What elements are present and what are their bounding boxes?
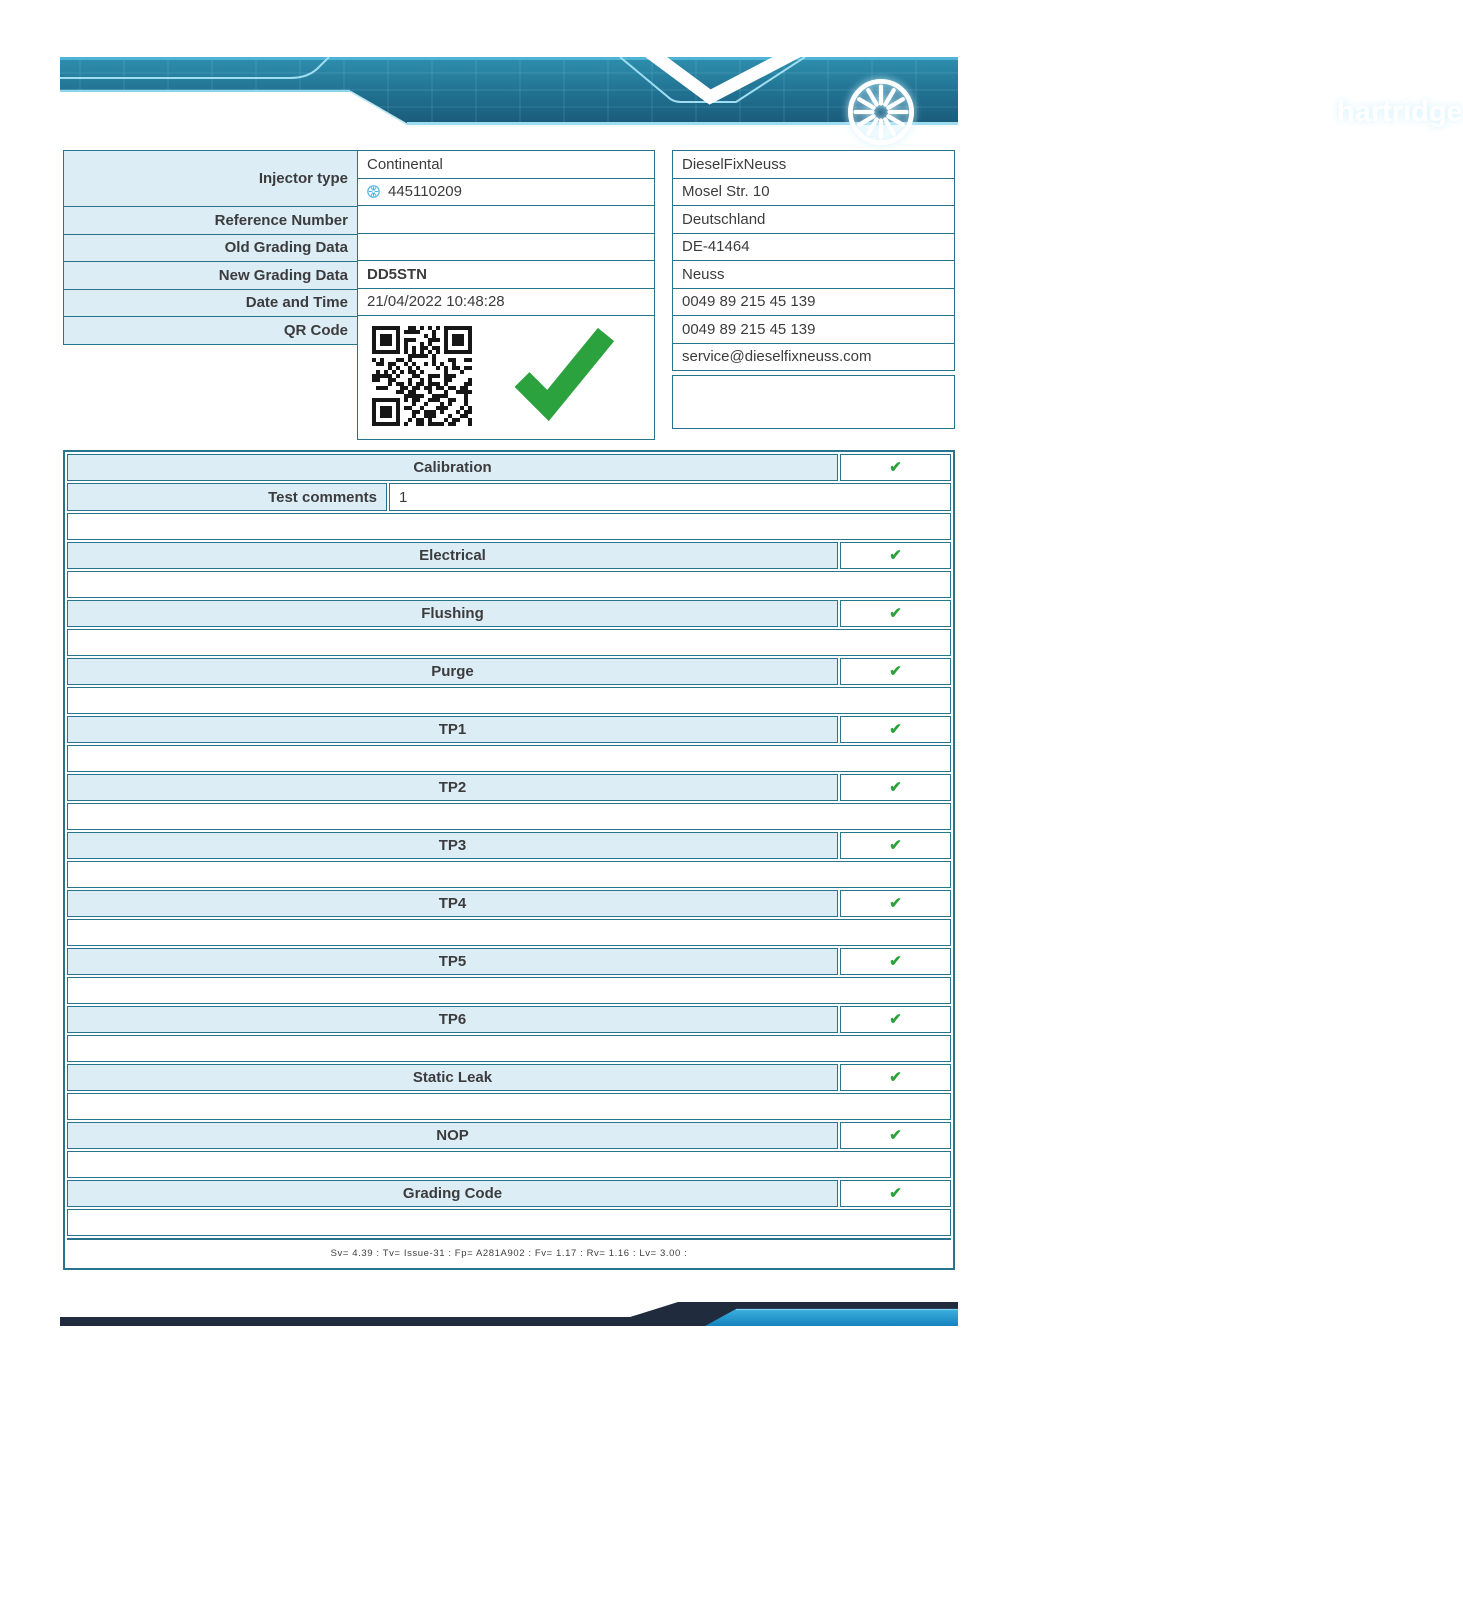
customer-postcode: DE-41464 (672, 233, 955, 262)
spacer-row (67, 1035, 951, 1062)
version-info-line: Sv= 4.39 : Tv= Issue-31 : Fp= A281A902 : Fv= 1.17 : Rv= 1.16 : Lv= 3.00 : (67, 1238, 951, 1266)
customer-phone-1: 0049 89 215 45 139 (672, 288, 955, 317)
wheel-logo-icon (432, 78, 1330, 146)
section-title: TP2 (67, 774, 838, 801)
test-comments-row (67, 483, 951, 511)
result-row-calibration (67, 454, 951, 481)
section-title: Grading Code (67, 1180, 838, 1207)
value-injector-make: Continental (357, 150, 655, 179)
customer-empty-box (672, 375, 955, 429)
pass-check-cell (840, 1064, 951, 1091)
spacer-row (67, 1093, 951, 1120)
pass-check-cell (840, 716, 951, 743)
result-row-tp3 (67, 832, 951, 859)
result-row-flushing (67, 600, 951, 627)
result-row-grading-code (67, 1180, 951, 1207)
footer-banner-graphic (60, 1300, 958, 1326)
result-row-tp2 (67, 774, 951, 801)
customer-phone-2: 0049 89 215 45 139 (672, 315, 955, 344)
check-icon: ✔ (889, 663, 902, 680)
test-comments-value: 1 (389, 483, 951, 511)
pass-check-cell (840, 774, 951, 801)
section-title: TP4 (67, 890, 838, 917)
check-icon: ✔ (889, 895, 902, 912)
pass-check-cell (840, 890, 951, 917)
spacer-row (67, 687, 951, 714)
spacer-row (67, 919, 951, 946)
customer-street: Mosel Str. 10 (672, 178, 955, 207)
spacer-row (67, 1209, 951, 1236)
customer-column (672, 150, 955, 429)
result-row-static-leak (67, 1064, 951, 1091)
spacer-row (67, 861, 951, 888)
pass-check-cell (840, 542, 951, 569)
info-label-column (63, 150, 358, 345)
section-title: Electrical (67, 542, 838, 569)
injector-info-section (63, 150, 955, 450)
result-row-purge (67, 658, 951, 685)
value-reference-number (357, 205, 655, 234)
result-row-tp6 (67, 1006, 951, 1033)
check-icon: ✔ (889, 721, 902, 738)
test-results-section (63, 450, 955, 1270)
section-title: TP3 (67, 832, 838, 859)
pass-check-cell (840, 658, 951, 685)
check-icon: ✔ (889, 779, 902, 796)
pass-check-large-icon (510, 324, 615, 419)
pass-check-cell (840, 600, 951, 627)
section-title: Static Leak (67, 1064, 838, 1091)
footer-banner (60, 1300, 958, 1326)
customer-country: Deutschland (672, 205, 955, 234)
check-icon: ✔ (889, 547, 902, 564)
customer-email: service@dieselfixneuss.com (672, 343, 955, 372)
section-title: Calibration (67, 454, 838, 481)
pass-check-cell (840, 1180, 951, 1207)
value-new-grading-data: DD5STN (357, 260, 655, 289)
customer-name: DieselFixNeuss (672, 150, 955, 179)
check-icon: ✔ (889, 837, 902, 854)
check-icon: ✔ (889, 605, 902, 622)
label-reference-number: Reference Number (63, 206, 358, 235)
label-old-grading-data: Old Grading Data (63, 234, 358, 263)
label-injector-type: Injector type (63, 150, 358, 207)
check-icon: ✔ (889, 459, 902, 476)
check-icon: ✔ (889, 953, 902, 970)
pass-check-cell (840, 454, 951, 481)
result-row-tp1 (67, 716, 951, 743)
result-row-electrical (67, 542, 951, 569)
info-value-column (357, 150, 655, 440)
pass-check-cell (840, 1006, 951, 1033)
section-title: Flushing (67, 600, 838, 627)
spacer-row (67, 1151, 951, 1178)
spacer-row (67, 571, 951, 598)
spacer-row (67, 977, 951, 1004)
result-row-nop (67, 1122, 951, 1149)
injector-number-text: 445110209 (388, 183, 462, 201)
pass-check-cell (840, 1122, 951, 1149)
brand-name: hartridge (1337, 95, 1463, 128)
value-injector-number (357, 178, 655, 207)
pass-check-cell (840, 832, 951, 859)
wheel-bullet-icon (367, 185, 380, 198)
check-icon: ✔ (889, 1127, 902, 1144)
check-icon: ✔ (889, 1011, 902, 1028)
section-title: Purge (67, 658, 838, 685)
label-qr-code: QR Code (63, 316, 358, 345)
customer-city: Neuss (672, 260, 955, 289)
label-new-grading-data: New Grading Data (63, 261, 358, 290)
section-title: NOP (67, 1122, 838, 1149)
test-comments-label: Test comments (67, 483, 387, 511)
result-row-tp4 (67, 890, 951, 917)
spacer-row (67, 803, 951, 830)
result-row-tp5 (67, 948, 951, 975)
spacer-row (67, 745, 951, 772)
value-old-grading-data (357, 233, 655, 262)
section-title: TP1 (67, 716, 838, 743)
spacer-row (67, 513, 951, 540)
header-banner (60, 57, 1463, 128)
value-date-and-time: 21/04/2022 10:48:28 (357, 288, 655, 317)
section-title: TP6 (67, 1006, 838, 1033)
spacer-row (67, 629, 951, 656)
qr-code-image (372, 326, 472, 426)
label-date-and-time: Date and Time (63, 289, 358, 318)
pass-check-cell (840, 948, 951, 975)
check-icon: ✔ (889, 1185, 902, 1202)
brand-logo (432, 78, 1463, 146)
check-icon: ✔ (889, 1069, 902, 1086)
qr-code-cell (357, 315, 655, 440)
section-title: TP5 (67, 948, 838, 975)
